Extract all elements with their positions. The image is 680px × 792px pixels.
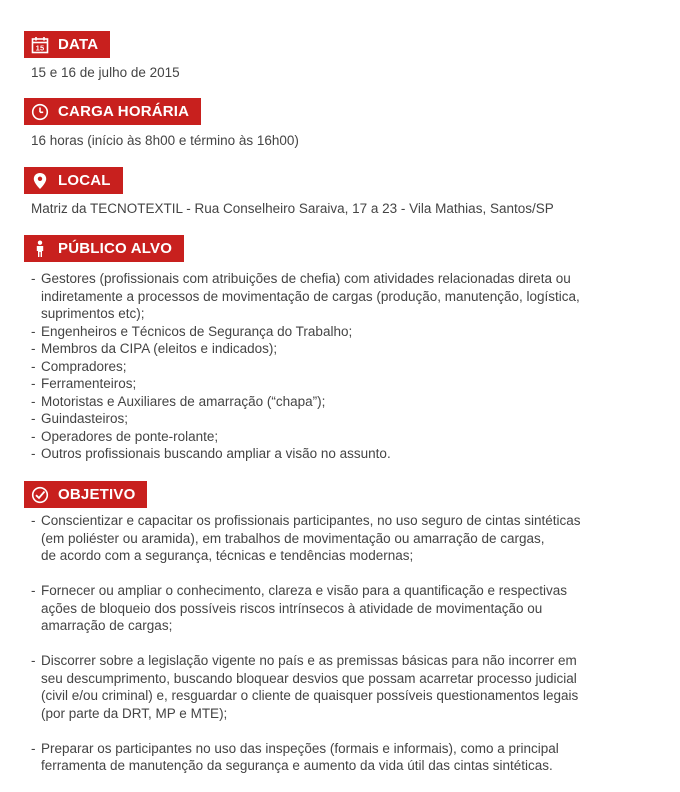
list-item: - Ferramenteiros; <box>31 375 580 393</box>
svg-text:15: 15 <box>35 43 45 53</box>
local-header <box>24 167 123 194</box>
check-circle-icon <box>30 485 50 505</box>
list-item: - Membros da CIPA (eleitos e indicados); <box>31 340 580 358</box>
list-item: - Preparar os participantes no uso das inspeções (formais e informais), como a principal ferramenta de manutenção da segurança e aumento da vida útil das cintas sintéticas. <box>31 740 581 775</box>
publico-alvo-list <box>31 270 580 463</box>
data-title: DATA <box>58 36 99 53</box>
carga-horaria-title: CARGA HORÁRIA <box>58 103 190 120</box>
data-text: 15 e 16 de julho de 2015 <box>31 65 180 80</box>
data-header <box>24 31 110 58</box>
publico-alvo-header <box>24 235 184 262</box>
list-item: - Discorrer sobre a legislação vigente no país e as premissas básicas para não incorrer em seu descumprimento, buscando bloquear desvios que possam acarretar processo judicial (civil e/ou criminal) e, resguardar o cliente de quaisquer possíveis questionamentos legais (por parte da DRT, MP e MTE); <box>31 652 581 722</box>
map-pin-icon <box>30 171 50 191</box>
list-item: - Engenheiros e Técnicos de Segurança do Trabalho; <box>31 323 580 341</box>
objetivo-title: OBJETIVO <box>58 486 136 503</box>
local-title: LOCAL <box>58 172 111 189</box>
list-item: - Conscientizar e capacitar os profissionais participantes, no uso seguro de cintas sintéticas (em poliéster ou aramida), em trabalhos de movimentação ou amarração de cargas, de acordo com a segurança, técnicas e tendências modernas; <box>31 512 581 565</box>
list-item: - Outros profissionais buscando ampliar a visão no assunto. <box>31 445 580 463</box>
list-item: - Compradores; <box>31 358 580 376</box>
person-icon <box>30 239 50 259</box>
objetivo-list <box>31 512 581 792</box>
clock-icon <box>30 102 50 122</box>
publico-alvo-title: PÚBLICO ALVO <box>58 240 173 257</box>
list-item: - Fornecer ou ampliar o conhecimento, clareza e visão para a quantificação e respectivas ações de bloqueio dos possíveis riscos intrínsecos à atividade de movimentação ou amarração de cargas; <box>31 582 581 635</box>
list-item: - Operadores de ponte-rolante; <box>31 428 580 446</box>
objetivo-header <box>24 481 147 508</box>
list-item: - Guindasteiros; <box>31 410 580 428</box>
carga-horaria-text: 16 horas (início às 8h00 e término às 16h00) <box>31 133 299 148</box>
calendar-icon <box>30 35 50 55</box>
carga-horaria-header <box>24 98 201 125</box>
list-item: - Gestores (profissionais com atribuições de chefia) com atividades relacionadas direta ou indiretamente a processos de movimentação de cargas (produção, manutenção, logística, suprimentos etc); <box>31 270 580 323</box>
local-text: Matriz da TECNOTEXTIL - Rua Conselheiro Saraiva, 17 a 23 - Vila Mathias, Santos/SP <box>31 201 554 216</box>
list-item: - Motoristas e Auxiliares de amarração (“chapa”); <box>31 393 580 411</box>
